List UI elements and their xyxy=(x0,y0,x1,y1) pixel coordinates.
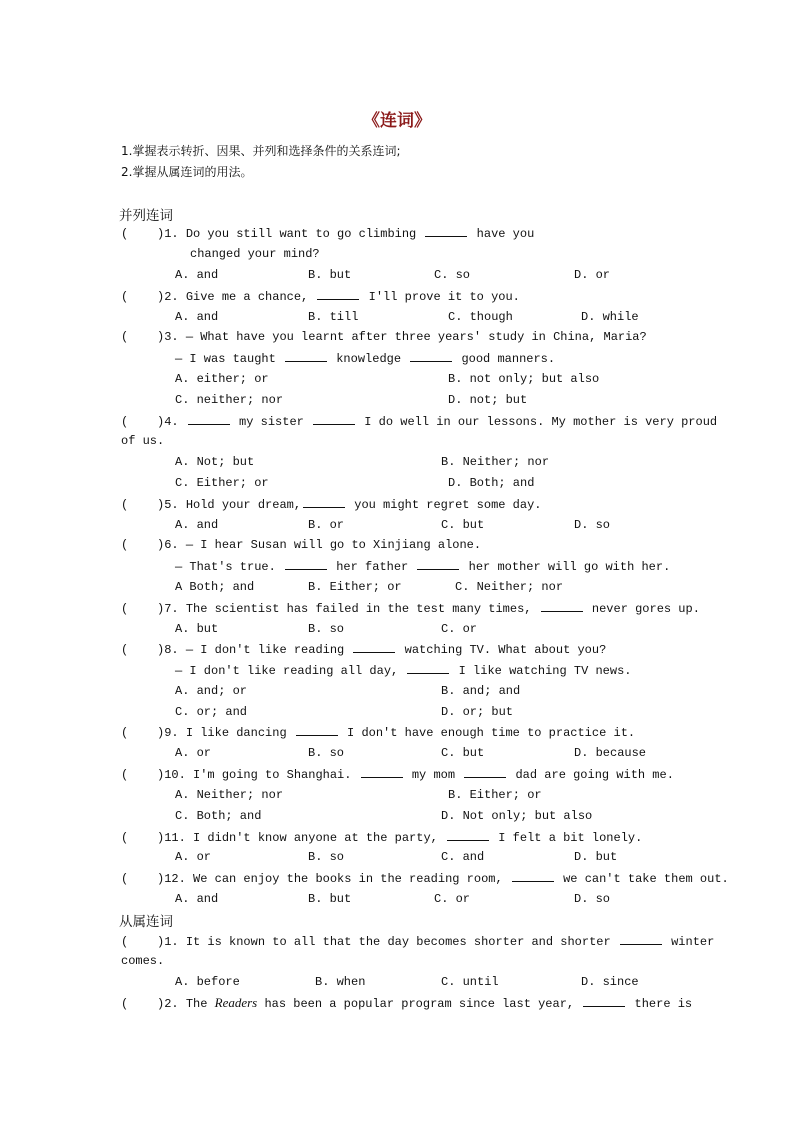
option-b[interactable]: B. Neither; nor xyxy=(441,455,550,469)
option-d[interactable]: D. because xyxy=(574,746,647,760)
question-text: 8. — I don't like reading xyxy=(164,643,345,657)
question-1 xyxy=(121,226,534,241)
option-d[interactable]: D. so xyxy=(574,518,611,532)
question-text: has been a popular program since last year, xyxy=(264,997,575,1011)
objective-1: 1.掌握表示转折、因果、并列和选择条件的关系连词; xyxy=(121,144,401,158)
answer-blank[interactable] xyxy=(512,871,554,882)
answer-paren[interactable]: ( ) xyxy=(121,831,165,845)
question-text: watching TV. What about you? xyxy=(404,643,607,657)
answer-blank[interactable] xyxy=(410,351,452,362)
answer-blank[interactable] xyxy=(296,725,338,736)
answer-paren[interactable]: ( ) xyxy=(121,330,165,344)
question-text: I do well in our lessons. My mother is very proud xyxy=(364,415,718,429)
question-text: her mother will go with her. xyxy=(468,560,671,574)
question-text: dad are going with me. xyxy=(515,768,674,782)
option-a[interactable]: A. but xyxy=(175,622,219,636)
option-b[interactable]: B. Either; or xyxy=(308,580,402,594)
option-c[interactable]: C. or xyxy=(441,622,478,636)
question-text: 9. I like dancing xyxy=(164,726,287,740)
answer-paren[interactable]: ( ) xyxy=(121,726,165,740)
answer-paren[interactable]: ( ) xyxy=(121,935,165,949)
option-d[interactable]: D. while xyxy=(581,310,639,324)
question-text: — That's true. xyxy=(175,560,276,574)
option-b[interactable]: B. so xyxy=(308,622,345,636)
question-text: winter xyxy=(671,935,715,949)
question-8-answer-line xyxy=(175,663,631,678)
question-10 xyxy=(121,767,674,782)
question-text: 7. The scientist has failed in the test many times, xyxy=(164,602,532,616)
option-a[interactable]: A. or xyxy=(175,746,212,760)
answer-blank[interactable] xyxy=(313,414,355,425)
question-text: — I don't like reading all day, xyxy=(175,664,399,678)
answer-paren[interactable]: ( ) xyxy=(121,643,165,657)
question-4-cont: of us. xyxy=(121,434,165,448)
question-11 xyxy=(121,830,642,845)
answer-blank[interactable] xyxy=(353,642,395,653)
question-text: have you xyxy=(476,227,535,241)
answer-blank[interactable] xyxy=(303,497,345,508)
question-text: I'll prove it to you. xyxy=(368,290,520,304)
answer-blank[interactable] xyxy=(407,663,449,674)
question-text: 1. Do you still want to go climbing xyxy=(164,227,417,241)
option-a[interactable]: A. and xyxy=(175,518,219,532)
answer-blank[interactable] xyxy=(464,767,506,778)
option-d[interactable]: D. Both; and xyxy=(448,476,535,490)
question-text: I felt a bit lonely. xyxy=(498,831,643,845)
option-c[interactable]: C. but xyxy=(441,746,485,760)
option-b[interactable]: B. or xyxy=(308,518,345,532)
question-text: never gores up. xyxy=(591,602,700,616)
option-a[interactable]: A. and xyxy=(175,268,219,282)
option-d[interactable]: D. Not only; but also xyxy=(441,809,593,823)
answer-paren[interactable]: ( ) xyxy=(121,227,165,241)
question-text: 12. We can enjoy the books in the reading room, xyxy=(164,872,503,886)
option-a[interactable]: A. Neither; nor xyxy=(175,788,284,802)
option-b[interactable]: B. so xyxy=(308,746,345,760)
question-9 xyxy=(121,725,635,740)
option-b[interactable]: B. Either; or xyxy=(448,788,542,802)
option-a[interactable]: A. and xyxy=(175,310,219,324)
option-d[interactable]: D. or; but xyxy=(441,705,514,719)
option-c[interactable]: C. Either; or xyxy=(175,476,269,490)
question-text: 5. Hold your dream, xyxy=(164,498,302,512)
option-b[interactable]: B. but xyxy=(308,268,352,282)
question-text: good manners. xyxy=(461,352,556,366)
answer-blank[interactable] xyxy=(417,559,459,570)
question-text: 2. Give me a chance, xyxy=(164,290,309,304)
option-b[interactable]: B. till xyxy=(308,310,359,324)
question-text: knowledge xyxy=(336,352,402,366)
answer-paren[interactable]: ( ) xyxy=(121,602,165,616)
option-a[interactable]: A. Not; but xyxy=(175,455,255,469)
answer-blank[interactable] xyxy=(285,351,327,362)
answer-paren[interactable]: ( ) xyxy=(121,997,165,1011)
question-5 xyxy=(121,497,541,512)
option-c[interactable]: C. or xyxy=(434,892,471,906)
option-c[interactable]: C. but xyxy=(441,518,485,532)
option-b[interactable]: B. when xyxy=(315,975,366,989)
option-c[interactable]: C. until xyxy=(441,975,499,989)
question-1-cont: changed your mind? xyxy=(190,247,320,261)
answer-blank[interactable] xyxy=(620,934,662,945)
option-d[interactable]: D. so xyxy=(574,892,611,906)
question-text: 1. It is known to all that the day becomes shorter and shorter xyxy=(164,935,611,949)
answer-blank[interactable] xyxy=(361,767,403,778)
question-text: 2. The xyxy=(164,997,208,1011)
question-text: — I was taught xyxy=(175,352,276,366)
answer-blank[interactable] xyxy=(541,601,583,612)
question-text: 4. xyxy=(164,415,179,429)
question-text: I like watching TV news. xyxy=(458,664,632,678)
option-d[interactable]: D. not; but xyxy=(448,393,528,407)
sub-question-1 xyxy=(121,934,714,949)
question-2 xyxy=(121,289,520,304)
option-b[interactable]: B. but xyxy=(308,892,352,906)
answer-blank[interactable] xyxy=(425,226,467,237)
question-text: my sister xyxy=(239,415,304,429)
answer-paren[interactable]: ( ) xyxy=(121,768,165,782)
option-c[interactable]: C. neither; nor xyxy=(175,393,284,407)
objective-2: 2.掌握从属连词的用法。 xyxy=(121,165,253,179)
option-c[interactable]: C. Neither; nor xyxy=(455,580,564,594)
question-3 xyxy=(121,330,647,344)
page-title: 《连词》 xyxy=(363,111,431,131)
option-a[interactable]: A. or xyxy=(175,850,212,864)
answer-paren[interactable]: ( ) xyxy=(121,872,165,886)
option-b[interactable]: B. not only; but also xyxy=(448,372,600,386)
option-b[interactable]: B. and; and xyxy=(441,684,521,698)
answer-blank[interactable] xyxy=(188,414,230,425)
answer-paren[interactable]: ( ) xyxy=(121,498,165,512)
sub-question-2 xyxy=(121,996,692,1011)
answer-blank[interactable] xyxy=(447,830,489,841)
option-d[interactable]: D. but xyxy=(574,850,618,864)
option-a[interactable]: A. and xyxy=(175,892,219,906)
option-d[interactable]: D. since xyxy=(581,975,639,989)
option-c[interactable]: C. Both; and xyxy=(175,809,262,823)
question-text: there is xyxy=(634,997,693,1011)
option-a[interactable]: A. before xyxy=(175,975,240,989)
question-12 xyxy=(121,871,729,886)
answer-blank[interactable] xyxy=(317,289,359,300)
program-name: Readers xyxy=(214,995,258,1010)
option-d[interactable]: D. or xyxy=(574,268,611,282)
answer-blank[interactable] xyxy=(285,559,327,570)
question-text: 11. I didn't know anyone at the party, xyxy=(164,831,438,845)
question-4 xyxy=(121,414,717,429)
option-c[interactable]: C. or; and xyxy=(175,705,248,719)
question-text: 10. I'm going to Shanghai. xyxy=(164,768,352,782)
option-c[interactable]: C. so xyxy=(434,268,471,282)
option-c[interactable]: C. though xyxy=(448,310,513,324)
answer-blank[interactable] xyxy=(583,996,625,1007)
question-8 xyxy=(121,642,606,657)
question-text: I don't have enough time to practice it. xyxy=(347,726,636,740)
section-heading-subordinating: 从属连词 xyxy=(119,914,173,930)
option-b[interactable]: B. so xyxy=(308,850,345,864)
answer-paren[interactable]: ( ) xyxy=(121,538,165,552)
question-3-answer-line xyxy=(175,351,555,366)
question-text: her father xyxy=(336,560,409,574)
question-text: 3. — What have you learnt after three years' study in China, Maria? xyxy=(164,330,647,344)
option-c[interactable]: C. and xyxy=(441,850,485,864)
option-a[interactable]: A. either; or xyxy=(175,372,269,386)
option-a[interactable]: A. and; or xyxy=(175,684,248,698)
option-a[interactable]: A Both; and xyxy=(175,580,255,594)
question-text: 6. — I hear Susan will go to Xinjiang alone. xyxy=(164,538,482,552)
question-text: we can't take them out. xyxy=(563,872,729,886)
section-heading-coordinating: 并列连词 xyxy=(119,208,173,224)
question-7 xyxy=(121,601,700,616)
answer-paren[interactable]: ( ) xyxy=(121,415,165,429)
question-text: you might regret some day. xyxy=(354,498,542,512)
question-6-answer-line xyxy=(175,559,670,574)
question-text: my mom xyxy=(411,768,456,782)
sub-question-1-cont: comes. xyxy=(121,954,165,968)
question-6 xyxy=(121,538,481,552)
answer-paren[interactable]: ( ) xyxy=(121,290,165,304)
